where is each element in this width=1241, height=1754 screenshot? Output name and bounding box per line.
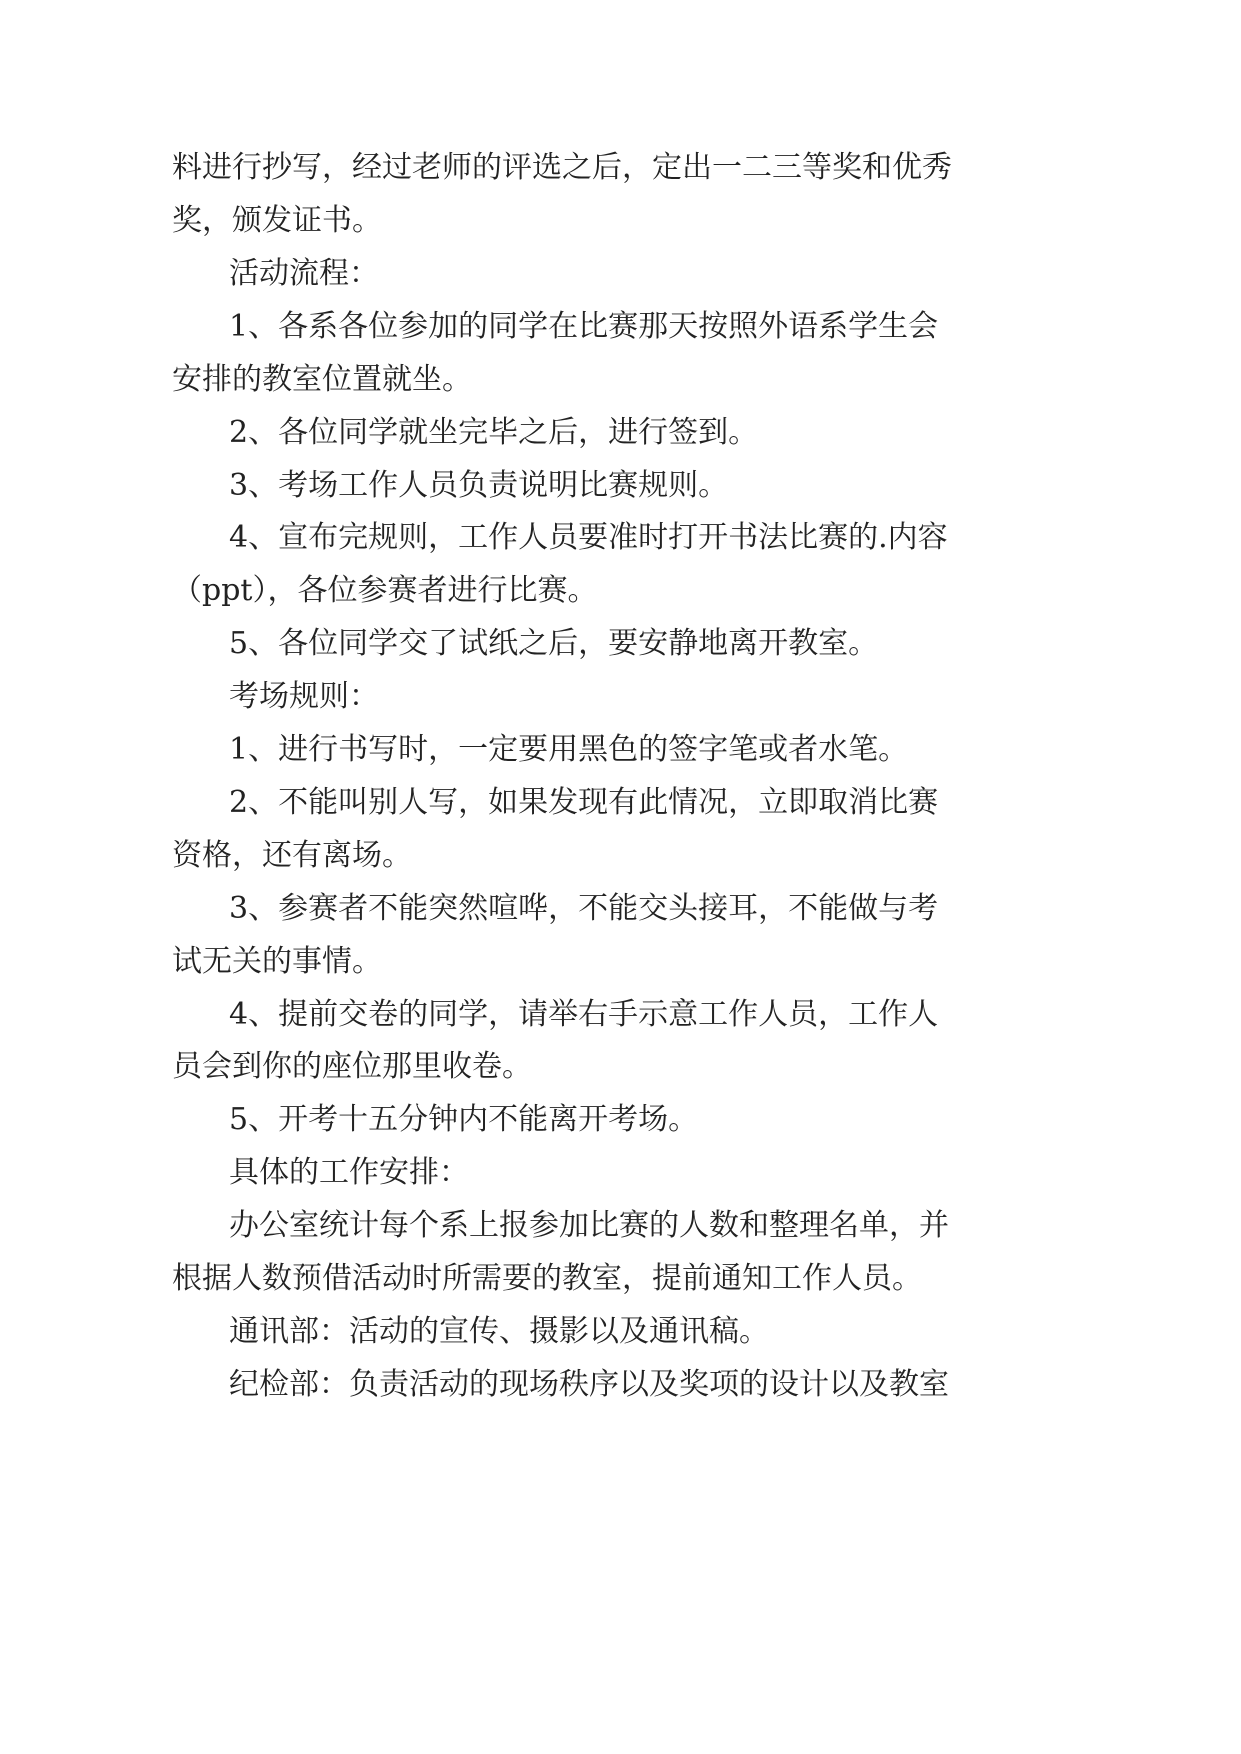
text-line: 3、考场工作人员负责说明比赛规则。 bbox=[229, 468, 729, 503]
text-line: 试无关的事情。 bbox=[172, 944, 382, 979]
text-line: 5、各位同学交了试纸之后，要安静地离开教室。 bbox=[229, 626, 879, 661]
text-line: 2、不能叫别人写，如果发现有此情况，立即取消比赛 bbox=[229, 785, 939, 820]
text-line: 纪检部：负责活动的现场秩序以及奖项的设计以及教室 bbox=[229, 1367, 949, 1402]
text-line: 5、开考十五分钟内不能离开考场。 bbox=[229, 1102, 699, 1137]
text-line: 料进行抄写，经过老师的评选之后，定出一二三等奖和优秀 bbox=[172, 150, 952, 185]
text-line: （ppt），各位参赛者进行比赛。 bbox=[172, 573, 598, 608]
text-line: 根据人数预借活动时所需要的教室，提前通知工作人员。 bbox=[172, 1261, 922, 1296]
text-line: 活动流程： bbox=[229, 256, 379, 291]
text-line: 3、参赛者不能突然喧哗，不能交头接耳，不能做与考 bbox=[229, 891, 939, 926]
text-line: 办公室统计每个系上报参加比赛的人数和整理名单，并 bbox=[229, 1208, 949, 1243]
text-line: 员会到你的座位那里收卷。 bbox=[172, 1049, 532, 1084]
text-line: 4、提前交卷的同学，请举右手示意工作人员，工作人 bbox=[229, 997, 939, 1032]
text-line: 1、进行书写时，一定要用黑色的签字笔或者水笔。 bbox=[229, 732, 909, 767]
text-line: 资格，还有离场。 bbox=[172, 838, 412, 873]
text-line: 4、宣布完规则，工作人员要准时打开书法比赛的.内容 bbox=[229, 520, 948, 555]
text-line: 1、各系各位参加的同学在比赛那天按照外语系学生会 bbox=[229, 309, 939, 344]
text-line: 考场规则： bbox=[229, 679, 379, 714]
text-line: 2、各位同学就坐完毕之后，进行签到。 bbox=[229, 415, 759, 450]
text-line: 通讯部：活动的宣传、摄影以及通讯稿。 bbox=[229, 1314, 769, 1349]
text-line: 具体的工作安排： bbox=[229, 1155, 469, 1190]
text-line: 安排的教室位置就坐。 bbox=[172, 362, 472, 397]
text-line: 奖，颁发证书。 bbox=[172, 203, 382, 238]
